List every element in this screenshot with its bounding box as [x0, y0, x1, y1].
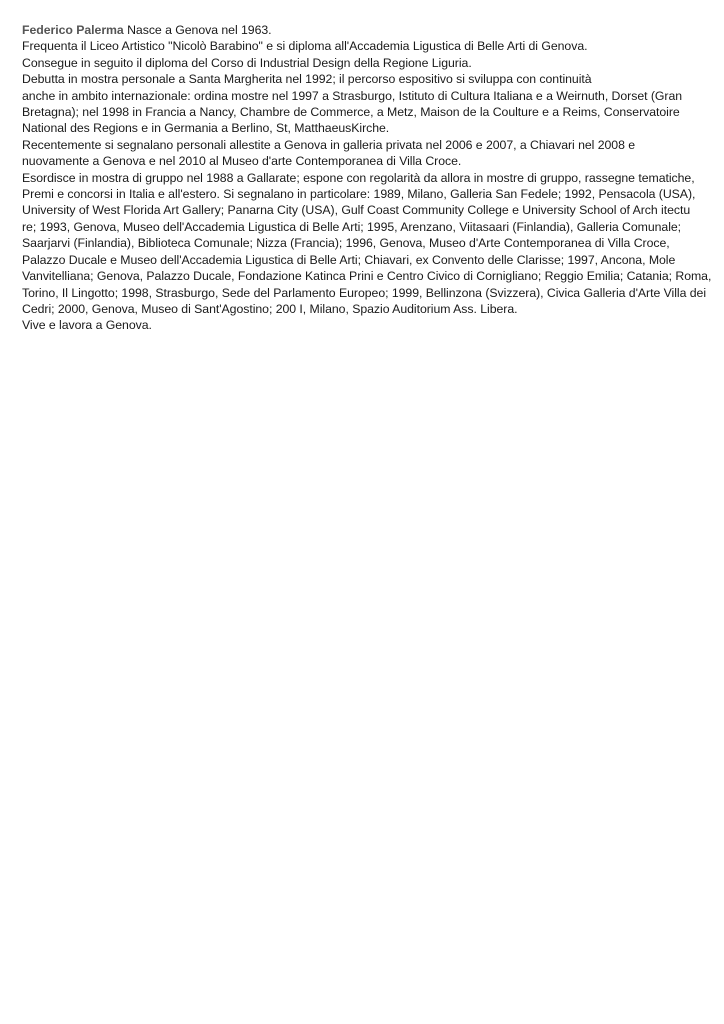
- bio-line-12: University of West Florida Art Gallery; Panarna City (USA), Gulf Coast Community College e University School of Arch itectu: [22, 203, 691, 218]
- bio-line-19: Vive e lavora a Genova.: [22, 318, 152, 333]
- bio-line-4: Debutta in mostra personale a Santa Margherita nel 1992; il percorso espositivo si sviluppa con continuità: [22, 72, 592, 87]
- bio-line-7: National des Regions e in Germania a Berlino, St, MatthaeusKirche.: [22, 121, 390, 136]
- bio-line-2: Frequenta il Liceo Artistico "Nicolò Barabino" e si diploma all'Accademia Ligustica di Belle Arti di Genova.: [22, 39, 588, 54]
- bio-line-13: re; 1993, Genova, Museo dell'Accademia Ligustica di Belle Arti; 1995, Arenzano, Viitasaari (Finlandia), Galleria Comunale;: [22, 219, 682, 234]
- bio-line-18: Cedri; 2000, Genova, Museo di Sant'Agostino; 200 I, Milano, Spazio Auditorium Ass. Libera.: [22, 301, 518, 316]
- bio-line-1: [22, 22, 706, 38]
- bio-line-14: Saarjarvi (Finlandia), Biblioteca Comunale; Nizza (Francia); 1996, Genova, Museo d'Arte Contemporanea di Villa Croce,: [22, 236, 670, 251]
- bio-line-16: Vanvitelliana; Genova, Palazzo Ducale, Fondazione Katinca Prini e Centro Civico di Cornigliano; Reggio Emilia; Catania; Roma,: [22, 269, 712, 284]
- artist-name: Federico Palerma: [22, 23, 124, 37]
- bio-line-8: Recentemente si segnalano personali allestite a Genova in galleria privata nel 2006 e 2007, a Chiavari nel 2008 e: [22, 137, 636, 152]
- bio-line-15: Palazzo Ducale e Museo dell'Accademia Ligustica di Belle Arti; Chiavari, ex Convento delle Clarisse; 1997, Ancona, Mole: [22, 252, 676, 267]
- biography-text: [22, 22, 712, 334]
- bio-line-10: Esordisce in mostra di gruppo nel 1988 a Gallarate; espone con regolarità da allora in mostre di gruppo, rassegne tematiche,: [22, 170, 695, 185]
- bio-line-17: Torino, Il Lingotto; 1998, Strasburgo, Sede del Parlamento Europeo; 1999, Bellinzona (Svizzera), Civica Galleria d'Arte Villa dei: [22, 285, 706, 300]
- bio-line-11: Premi e concorsi in Italia e all'estero. Si segnalano in particolare: 1989, Milano, Galleria San Fedele; 1992, Pensacola (USA),: [22, 187, 696, 202]
- bio-line-9: nuovamente a Genova e nel 2010 al Museo d'arte Contemporanea di Villa Croce.: [22, 154, 462, 169]
- bio-line-1-text: Nasce a Genova nel 1963.: [123, 23, 272, 37]
- bio-line-6: Bretagna); nel 1998 in Francia a Nancy, Chambre de Commerce, a Metz, Maison de la Coulture e a Reims, Conservatoire: [22, 105, 680, 120]
- bio-line-5: anche in ambito internazionale: ordina mostre nel 1997 a Strasburgo, Istituto di Cultura Italiana e a Weirnuth, Dorset (Gran: [22, 88, 683, 103]
- bio-line-3: Consegue in seguito il diploma del Corso di Industrial Design della Regione Liguria.: [22, 55, 472, 70]
